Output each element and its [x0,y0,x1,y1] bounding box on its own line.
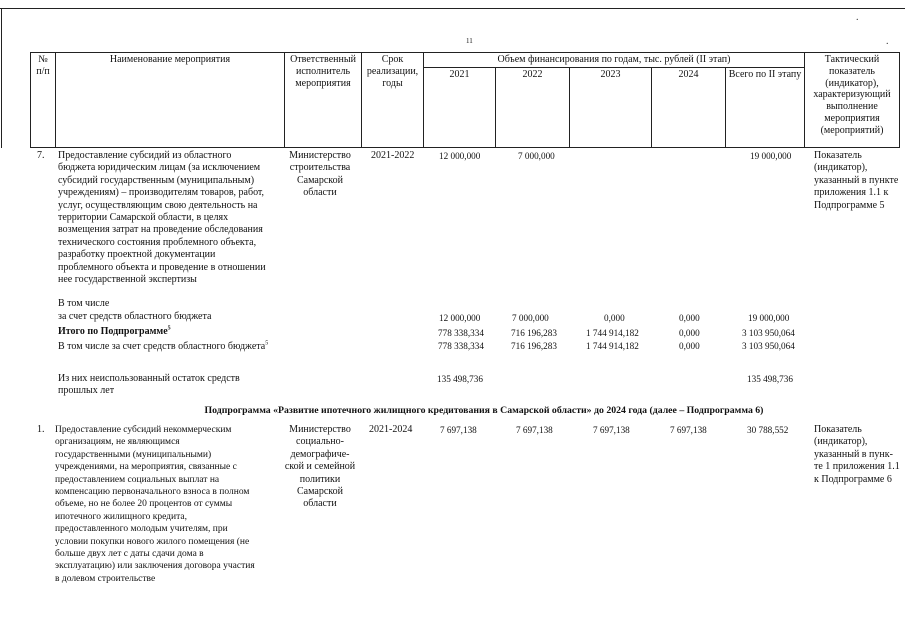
header-indicator: Тактический показатель (индикатор), характеризующий выполнение мероприятия (мероприятий) [805,53,900,148]
value-2023: 7 697,138 [593,425,630,435]
row-term: 2021-2022 [371,150,415,161]
total-label: Итого по Подпрограмме$^5$ [58,325,171,337]
header-total: Всего по II этапу [726,67,805,147]
regional-2021: 12 000,000 [439,313,481,323]
value-2022: 7 697,138 [516,425,553,435]
header-year-2022: 2022 [496,67,570,147]
unused-2021: 135 498,736 [437,374,483,384]
top-border-line [0,8,905,9]
scan-mark: . [886,36,889,47]
incl-regional-2024: 0,000 [679,341,700,351]
total-2023: 1 744 914,182 [586,328,639,338]
header-funding: Объем финансирования по годам, тыс. рублей (II этап) [424,53,805,68]
table-header [30,52,900,148]
header-responsible: Ответственный исполнитель мероприятия [285,53,362,148]
row-term: 2021-2024 [369,424,413,435]
value-total: 30 788,552 [747,425,789,435]
value-2024: 7 697,138 [670,425,707,435]
value-2021: 7 697,138 [440,425,477,435]
total-2024: 0,000 [679,328,700,338]
value-total: 19 000,000 [750,151,792,161]
left-border-line [1,8,2,148]
header-num: № п/п [31,53,56,148]
header-name: Наименование мероприятия [56,53,285,148]
incl-regional-sum: 3 103 950,064 [742,341,795,351]
incl-regional-2022: 716 196,283 [511,341,557,351]
incl-regional-2023: 1 744 914,182 [586,341,639,351]
row-number: 7. [37,150,45,161]
total-2022: 716 196,283 [511,328,557,338]
incl-regional-2021: 778 338,334 [438,341,484,351]
regional-2024: 0,000 [679,313,700,323]
regional-total: 19 000,000 [748,313,790,323]
scan-mark: . [856,12,859,23]
row-responsible: Министерство социально- демографиче- ской и семейной политики Самарской области [284,424,356,510]
row-indicator: Показатель (индикатор), указанный в пунк- те 1 приложения 1.1 к Подпрограмме 6 [814,424,900,485]
incl-regional-label: В том числе за счет средств областного бюджета$^5$ [58,340,269,352]
row-responsible: Министерство строительства Самарской области [289,150,351,199]
value-2022: 7 000,000 [518,151,555,161]
row-indicator: Показатель (индикатор), указанный в пункте приложения 1.1 к Подпрограмме 5 [814,150,899,211]
regional-label: за счет средств областного бюджета [58,311,212,322]
header-year-2023: 2023 [570,67,652,147]
total-sum: 3 103 950,064 [742,328,795,338]
header-term: Срок реализации, годы [362,53,424,148]
subprogram-6-title: Подпрограмма «Развитие ипотечного жилищного кредитования в Самарской области» до 2024 года (далее – Подпрограмма 6) [204,405,764,416]
incl-label: В том числе [58,298,110,309]
page-number: 11 [466,37,473,45]
row-number: 1. [37,424,45,435]
row-name: Предоставление субсидий из областного бюджета юридическим лицам (за исключением субсидий государственным (муниципальным) учреждениям) – производителям товаров, работ, услуг, осуществляющим свою деятельность на территории Самарской области, в целях возмещения затрат на проведение обследования технического состояния проблемного объекта, разработку проектной документации проблемного объекта и проведение в отношении нее государственной экспертизы [58,150,266,286]
row-name: Предоставление субсидий некоммерческим организациям, не являющимся государственными (муниципальными) учреждениями, на мероприятия, связанные с предоставлением социальных выплат на компенсацию первоначального взноса в полном объеме, но не более 20 процентов от суммы ипотечного жилищного кредита, предоставленного молодым учителям, при условии покупки нового жилого помещения (не больше двух лет с даты сдачи дома в эксплуатацию) или заключения договора участия в долевом строительстве [55,425,255,584]
value-2021: 12 000,000 [439,151,481,161]
unused-label: Из них неиспользованный остаток средств прошлых лет [58,373,240,397]
regional-2023: 0,000 [604,313,625,323]
header-year-2024: 2024 [652,67,726,147]
total-2021: 778 338,334 [438,328,484,338]
unused-total: 135 498,736 [747,374,793,384]
header-year-2021: 2021 [424,67,496,147]
regional-2022: 7 000,000 [512,313,549,323]
